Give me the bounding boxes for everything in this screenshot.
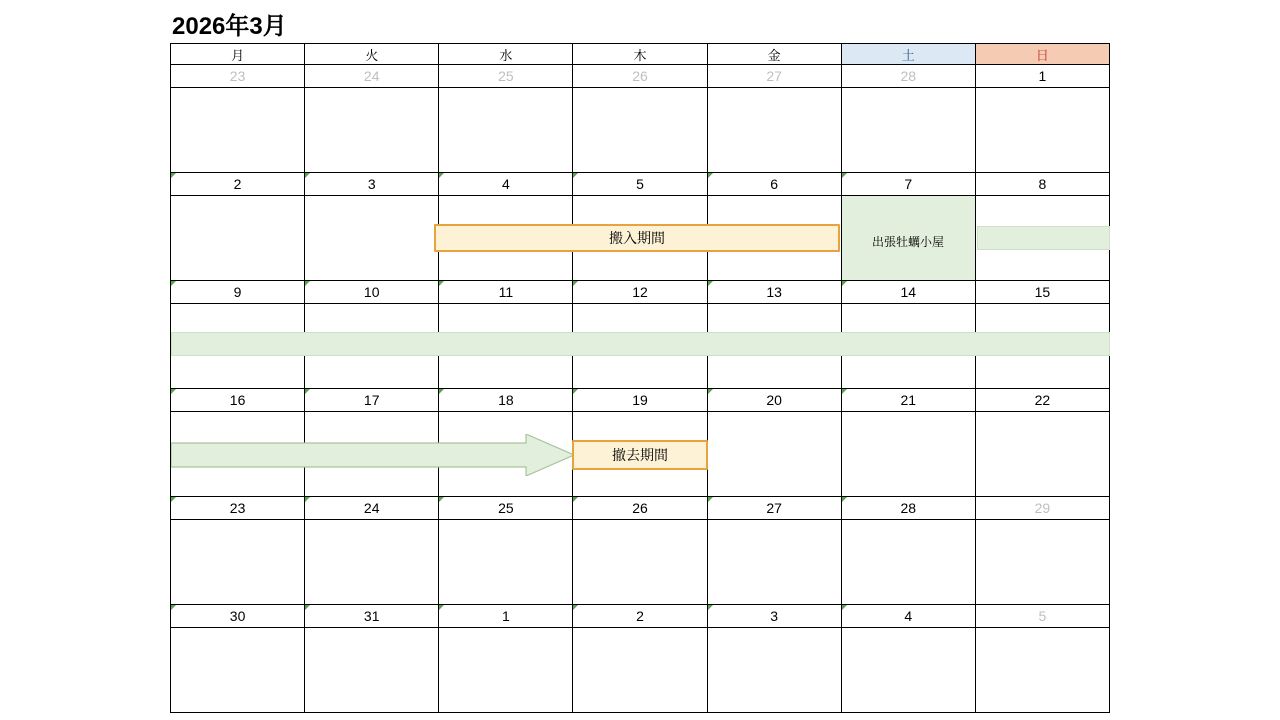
corner-mark-icon <box>842 389 847 394</box>
day-cell <box>841 520 975 605</box>
day-number <box>439 497 573 520</box>
corner-mark-icon <box>439 389 444 394</box>
day-cell <box>707 88 841 173</box>
corner-mark-icon <box>439 173 444 178</box>
day-number-text: 6 <box>770 176 779 192</box>
day-cell <box>975 88 1109 173</box>
corner-mark-icon <box>573 281 578 286</box>
arrow-shape-icon <box>171 434 575 476</box>
event-bar-load-in[interactable] <box>434 224 840 252</box>
corner-mark-icon <box>305 281 310 286</box>
day-cell <box>841 412 975 497</box>
corner-mark-icon <box>171 605 176 610</box>
day-number-text: 17 <box>363 392 380 408</box>
day-number <box>171 173 305 196</box>
corner-mark-icon <box>708 497 713 502</box>
day-number <box>439 605 573 628</box>
day-cell <box>975 412 1109 497</box>
day-cell <box>305 628 439 713</box>
day-number-text: 13 <box>766 284 782 300</box>
day-number <box>841 605 975 628</box>
day-number <box>841 389 975 412</box>
day-number <box>305 497 439 520</box>
day-number-text: 1 <box>501 608 510 624</box>
day-cell <box>841 88 975 173</box>
day-number: 29 <box>975 497 1109 520</box>
event-label-load-in: 搬入期間 <box>609 230 665 246</box>
event-bar-removal[interactable] <box>572 440 708 470</box>
day-number-text: 10 <box>363 284 380 300</box>
day-number: 15 <box>975 281 1109 304</box>
day-cell <box>841 628 975 713</box>
day-number <box>573 173 707 196</box>
corner-mark-icon <box>842 281 847 286</box>
corner-mark-icon <box>573 389 578 394</box>
day-number-text: 21 <box>900 392 917 408</box>
corner-mark-icon <box>708 281 713 286</box>
calendar-daynum-row <box>171 389 1110 412</box>
day-header-thu: 木 <box>573 44 707 65</box>
event-label-oyster-hut[interactable]: 出張牡蠣小屋 <box>871 235 944 249</box>
corner-mark-icon <box>573 497 578 502</box>
day-number-text: 5 <box>636 176 644 192</box>
day-cell <box>171 520 305 605</box>
calendar-table <box>170 43 1110 713</box>
day-number-text: 16 <box>229 392 246 408</box>
day-number <box>841 497 975 520</box>
day-cell <box>171 88 305 173</box>
day-number-text: 24 <box>363 500 380 516</box>
corner-mark-icon <box>305 497 310 502</box>
day-cell <box>707 628 841 713</box>
corner-mark-icon <box>171 497 176 502</box>
day-number <box>707 389 841 412</box>
calendar-daynum-row <box>171 605 1110 628</box>
day-number-text: 23 <box>229 500 246 516</box>
day-number <box>439 173 573 196</box>
day-cell <box>171 196 305 281</box>
day-number <box>707 605 841 628</box>
day-cell <box>439 88 573 173</box>
day-cell <box>305 196 439 281</box>
day-header-sun: 日 <box>975 44 1109 65</box>
corner-mark-icon <box>305 173 310 178</box>
day-number-text: 25 <box>498 500 514 516</box>
day-cell <box>707 520 841 605</box>
corner-mark-icon <box>842 605 847 610</box>
corner-mark-icon <box>171 281 176 286</box>
day-number <box>305 605 439 628</box>
day-cell <box>573 520 707 605</box>
day-cell <box>573 88 707 173</box>
calendar-body-row <box>171 628 1110 713</box>
day-header-sat: 土 <box>841 44 975 65</box>
day-number <box>573 497 707 520</box>
calendar-body-row <box>171 520 1110 605</box>
day-number <box>171 605 305 628</box>
day-number-text: 30 <box>229 608 246 624</box>
day-number <box>305 281 439 304</box>
day-number-text: 3 <box>770 608 779 624</box>
corner-mark-icon <box>439 281 444 286</box>
day-number: 23 <box>171 65 305 88</box>
corner-mark-icon <box>708 605 713 610</box>
day-number-text: 4 <box>904 608 913 624</box>
day-number-text: 20 <box>766 392 782 408</box>
calendar-daynum-row <box>171 497 1110 520</box>
day-number <box>171 389 305 412</box>
calendar-daynum-row <box>171 281 1110 304</box>
event-label-removal: 撤去期間 <box>612 447 668 463</box>
event-bar-oyster-hut-week2[interactable] <box>977 226 1110 250</box>
day-number <box>573 281 707 304</box>
day-cell <box>975 520 1109 605</box>
day-number <box>841 281 975 304</box>
day-cell <box>305 520 439 605</box>
day-number <box>707 497 841 520</box>
calendar-daynum-row <box>171 173 1110 196</box>
day-number <box>171 497 305 520</box>
day-number <box>573 605 707 628</box>
day-number: 8 <box>975 173 1109 196</box>
day-number-text: 11 <box>498 284 514 300</box>
corner-mark-icon <box>842 173 847 178</box>
day-number <box>707 173 841 196</box>
day-number-text: 28 <box>900 500 917 516</box>
corner-mark-icon <box>171 389 176 394</box>
corner-mark-icon <box>305 605 310 610</box>
event-bar-oyster-hut-week3[interactable] <box>171 332 1110 356</box>
day-number: 5 <box>975 605 1109 628</box>
corner-mark-icon <box>842 497 847 502</box>
calendar-header-row <box>171 44 1110 65</box>
day-cell <box>573 628 707 713</box>
day-number <box>573 389 707 412</box>
event-arrow-oyster-hut-end[interactable] <box>171 434 575 476</box>
page-title: 2026年3月 <box>172 13 287 40</box>
day-header-wed: 水 <box>439 44 573 65</box>
day-number: 24 <box>305 65 439 88</box>
day-number-text: 18 <box>498 392 514 408</box>
day-number-text: 26 <box>632 500 648 516</box>
day-number-text: 12 <box>632 284 648 300</box>
corner-mark-icon <box>708 389 713 394</box>
day-number: 22 <box>975 389 1109 412</box>
day-number <box>171 281 305 304</box>
day-cell <box>707 412 841 497</box>
day-number-text: 2 <box>636 608 644 624</box>
day-number <box>841 173 975 196</box>
day-cell <box>171 628 305 713</box>
day-header-mon: 月 <box>171 44 305 65</box>
day-cell <box>305 88 439 173</box>
day-number: 28 <box>841 65 975 88</box>
day-number-text: 3 <box>367 176 376 192</box>
day-number-text: 27 <box>766 500 782 516</box>
day-number <box>707 281 841 304</box>
day-number <box>439 281 573 304</box>
day-number-text: 2 <box>233 176 242 192</box>
corner-mark-icon <box>305 389 310 394</box>
day-number-text: 19 <box>632 392 648 408</box>
corner-mark-icon <box>171 173 176 178</box>
corner-mark-icon <box>439 497 444 502</box>
corner-mark-icon <box>708 173 713 178</box>
day-number-text: 7 <box>904 176 913 192</box>
day-number-text: 4 <box>501 176 510 192</box>
day-number: 26 <box>573 65 707 88</box>
day-number <box>439 389 573 412</box>
day-cell <box>975 628 1109 713</box>
day-number-text: 14 <box>900 284 917 300</box>
calendar-daynum-row <box>171 65 1110 88</box>
day-number <box>305 389 439 412</box>
calendar-body-row <box>171 88 1110 173</box>
day-number: 25 <box>439 65 573 88</box>
day-number <box>305 173 439 196</box>
corner-mark-icon <box>573 605 578 610</box>
day-number-text: 9 <box>233 284 242 300</box>
day-cell <box>439 520 573 605</box>
day-number: 27 <box>707 65 841 88</box>
day-number: 1 <box>975 65 1109 88</box>
corner-mark-icon <box>573 173 578 178</box>
day-header-fri: 金 <box>707 44 841 65</box>
day-header-tue: 火 <box>305 44 439 65</box>
corner-mark-icon <box>439 605 444 610</box>
day-cell <box>439 628 573 713</box>
day-number-text: 31 <box>363 608 380 624</box>
